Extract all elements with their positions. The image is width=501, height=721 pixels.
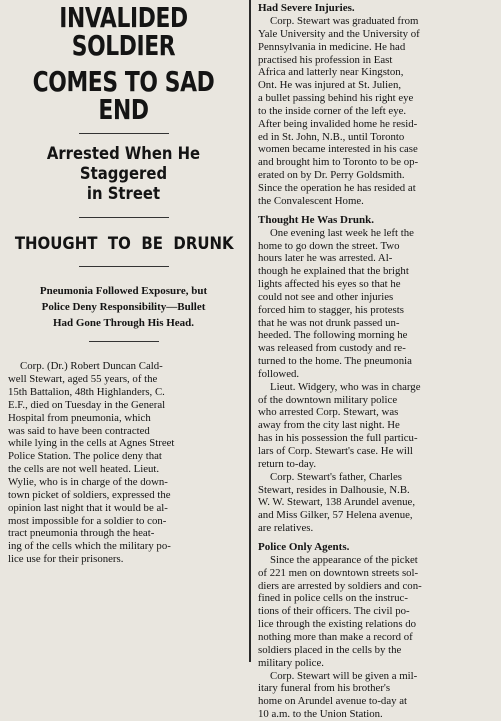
body-line: opinion last night that it would be al- bbox=[8, 501, 168, 514]
body-line: Pennsylvania in medicine. He had bbox=[258, 40, 406, 53]
separator-rule bbox=[79, 217, 169, 218]
column-rule bbox=[249, 0, 251, 662]
subheadline-line-1: Arrested When He Staggered bbox=[46, 144, 201, 183]
body-line: could not see and other injuries bbox=[258, 290, 394, 303]
body-line: ed in St. John, N.B., until Toronto bbox=[258, 130, 405, 143]
deck-summary bbox=[8, 283, 239, 331]
subheadline-line-2: in Street bbox=[86, 183, 161, 203]
body-line: was said to have been contracted bbox=[8, 424, 150, 437]
body-line: fined in police cells on the instruc- bbox=[258, 592, 408, 605]
deck-line: Police Deny Responsibility—Bullet bbox=[41, 301, 206, 314]
body-line: itary funeral from his brother's bbox=[258, 682, 391, 695]
body-line: home to go down the street. Two bbox=[258, 239, 400, 252]
banner-headline: THOUGHT TO BE DRUNK bbox=[14, 234, 234, 255]
body-line: are relatives. bbox=[258, 522, 314, 535]
body-line: lice use for their prisoners. bbox=[8, 553, 124, 566]
body-line: E.F., died on Tuesday in the General bbox=[8, 398, 166, 411]
body-line: Corp. Stewart was graduated from bbox=[270, 15, 419, 27]
body-line: that he was not drunk passed un- bbox=[258, 316, 400, 329]
body-line: tions of their officers. The civil po- bbox=[258, 605, 410, 618]
body-line: women became interested in his case bbox=[258, 143, 418, 156]
body-line: Lieut. Widgery, who was in charge bbox=[270, 380, 421, 393]
body-line: Stewart, resides in Dalhousie, N.B. bbox=[258, 483, 410, 496]
body-line: lights affected his eyes so that he bbox=[258, 278, 401, 291]
body-line: diers are arrested by soldiers and con- bbox=[258, 579, 422, 592]
body-line: of the downtown military police bbox=[258, 393, 398, 406]
body-line: well Stewart, aged 55 years, of the bbox=[8, 373, 158, 386]
body-line: tract pneumonia through the heat- bbox=[8, 527, 155, 540]
headline-line-1: INVALIDED SOLDIER bbox=[59, 1, 188, 62]
body-line: away from the city last night. He bbox=[258, 419, 400, 432]
body-line: lice through the existing relations do bbox=[258, 618, 417, 631]
body-line: though he explained that the bright bbox=[258, 265, 409, 278]
article-section-3 bbox=[254, 554, 499, 721]
left-column bbox=[0, 0, 247, 662]
body-line: of 221 men on downtown streets sol- bbox=[258, 566, 419, 579]
body-line: Since the operation he has resided at bbox=[258, 181, 416, 194]
body-line: military police. bbox=[258, 656, 324, 669]
body-line: Ont. He was injured at St. Julien, bbox=[258, 79, 402, 92]
body-line: most impossible for a soldier to con- bbox=[8, 514, 167, 527]
article-section-2 bbox=[254, 227, 499, 535]
body-line: return to-day. bbox=[258, 457, 317, 470]
body-line: followed. bbox=[258, 367, 300, 380]
body-line: a bullet passing behind his right eye bbox=[258, 92, 414, 105]
body-line: Corp. (Dr.) Robert Duncan Cald- bbox=[20, 360, 163, 373]
body-line: After being invalided home he resid- bbox=[258, 117, 418, 130]
body-line: and Miss Gilker, 57 Helena avenue, bbox=[258, 509, 413, 522]
separator-rule bbox=[79, 266, 169, 267]
body-line: Corp. Stewart will be given a mil- bbox=[270, 669, 418, 682]
body-line: Yale University and the University of bbox=[258, 27, 420, 40]
section-heading-severe-injuries: Had Severe Injuries. bbox=[258, 2, 355, 14]
right-column bbox=[254, 0, 499, 721]
body-line: town picket of soldiers, expressed the bbox=[8, 488, 171, 501]
deck-line: Pneumonia Followed Exposure, but bbox=[39, 285, 208, 298]
body-line: One evening last week he left the bbox=[270, 226, 414, 239]
deck-line: Had Gone Through His Head. bbox=[52, 317, 195, 330]
body-line: Hospital from pneumonia, which bbox=[8, 411, 151, 424]
body-line: W. W. Stewart, 138 Arundel avenue, bbox=[258, 496, 416, 509]
body-line: ing of the cells which the military po- bbox=[8, 540, 171, 553]
body-line: to the inside corner of the left eye. bbox=[258, 104, 407, 117]
body-line: practised his profession in East bbox=[258, 53, 393, 66]
section-heading-police-agents: Police Only Agents. bbox=[258, 540, 350, 553]
body-line: soldiers placed in the cells by the bbox=[258, 643, 402, 656]
body-line: hours later he was arrested. Al- bbox=[258, 252, 393, 265]
body-line: 10 a.m. to the Union Station. bbox=[258, 708, 383, 721]
body-line: the cells are not well heated. Lieut. bbox=[8, 463, 160, 476]
body-line: lars of Corp. Stewart's case. He will bbox=[258, 445, 413, 457]
body-line: Corp. Stewart's father, Charles bbox=[270, 470, 402, 483]
body-line: Police Station. The police deny that bbox=[8, 450, 162, 463]
body-line: the Convalescent Home. bbox=[258, 194, 364, 207]
body-line: heeded. The following morning he bbox=[258, 329, 408, 342]
article-section-1 bbox=[254, 15, 499, 208]
body-line: forced him to stagger, his protests bbox=[258, 303, 404, 316]
body-line: was released from custody and re- bbox=[258, 342, 406, 355]
separator-rule bbox=[79, 133, 169, 134]
body-line: turned to the home. The pneumonia bbox=[258, 355, 412, 368]
body-line: Since the appearance of the picket bbox=[270, 553, 418, 566]
body-line: erated on by Dr. Perry Goldsmith. bbox=[258, 169, 405, 182]
separator-rule bbox=[89, 341, 159, 342]
body-line: home on Arundel avenue to-day at bbox=[258, 695, 408, 708]
body-line: Wylie, who is in charge of the down- bbox=[8, 475, 168, 488]
body-line: and brought him to Toronto to be op- bbox=[258, 156, 419, 169]
article-body-left bbox=[0, 360, 247, 566]
section-heading-thought-drunk: Thought He Was Drunk. bbox=[258, 213, 374, 226]
body-line: nothing more than make a record of bbox=[258, 630, 413, 643]
body-line: who arrested Corp. Stewart, was bbox=[258, 406, 399, 419]
body-line: 15th Battalion, 48th Highlanders, C. bbox=[8, 386, 165, 399]
headline-line-2: COMES TO SAD END bbox=[32, 65, 215, 126]
body-line: has in his possession the full particu- bbox=[258, 432, 418, 445]
body-line: while lying in the cells at Agnes Street bbox=[8, 437, 175, 450]
body-line: Africa and latterly near Kingston, bbox=[258, 66, 404, 79]
